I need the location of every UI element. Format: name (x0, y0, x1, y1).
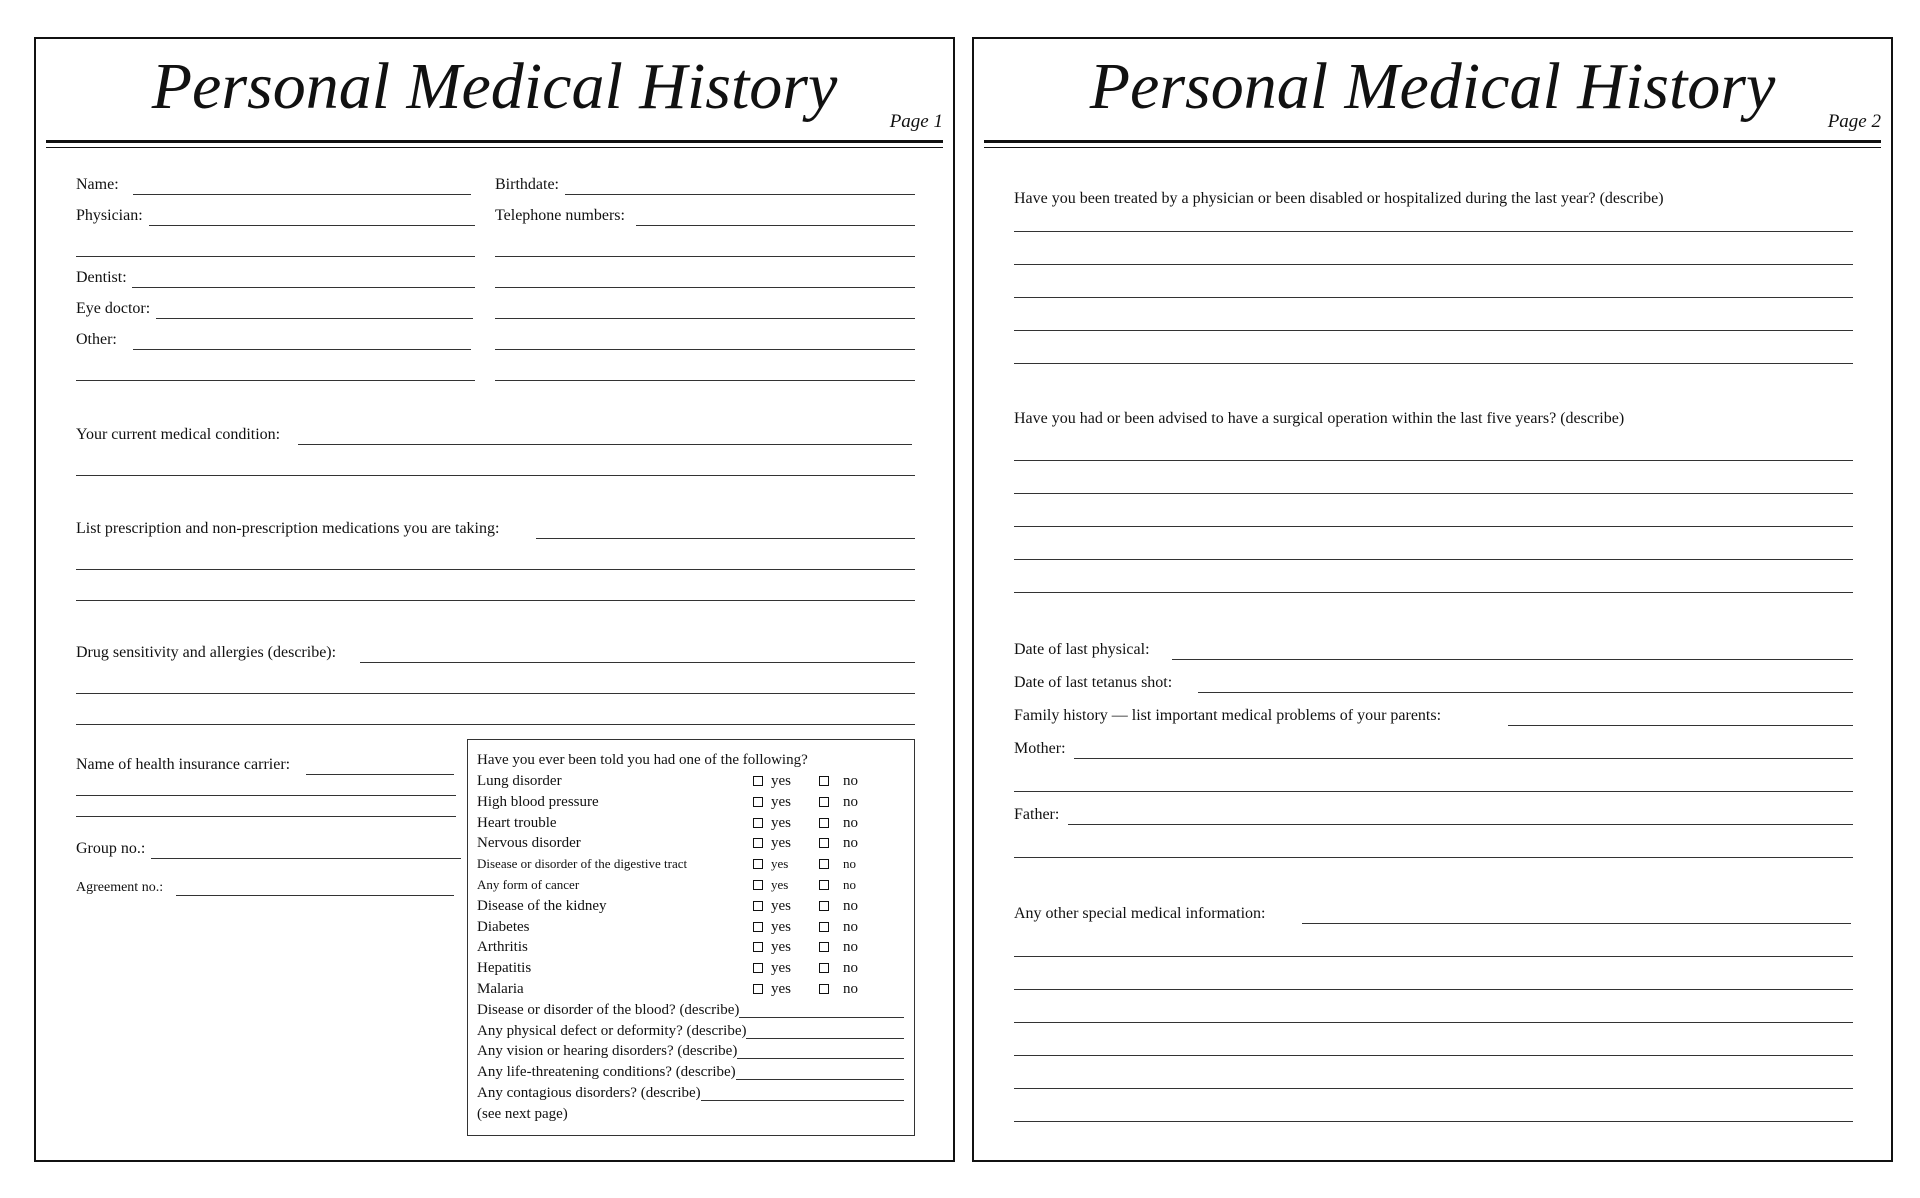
yes-checkbox[interactable] (753, 818, 763, 828)
page-title: Personal Medical History (151, 50, 838, 123)
describe-field[interactable] (737, 1058, 904, 1059)
physician-field-2[interactable] (76, 256, 475, 257)
no-label: no (843, 981, 858, 997)
agreement-no-label: Agreement no.: (76, 880, 164, 895)
telephone-field-2[interactable] (495, 256, 915, 257)
yes-checkbox[interactable] (753, 838, 763, 848)
form-page-1 (34, 37, 955, 1162)
describe-field[interactable] (736, 1079, 904, 1080)
agreement-no-field[interactable] (176, 895, 454, 896)
yes-checkbox[interactable] (753, 963, 763, 973)
no-checkbox[interactable] (819, 818, 829, 828)
condition-label: Any form of cancer (477, 877, 580, 892)
condition-label: Diabetes (477, 918, 530, 935)
birthdate-label: Birthdate: (495, 176, 559, 193)
other-info-line-6[interactable] (1014, 1088, 1853, 1089)
condition-label: High blood pressure (477, 793, 599, 810)
surgery-answer-line-4[interactable] (1014, 559, 1853, 560)
insurance-carrier-field-2[interactable] (76, 795, 456, 796)
last-physical-field[interactable] (1172, 659, 1853, 660)
no-checkbox[interactable] (819, 942, 829, 952)
no-label: no (843, 939, 858, 956)
last-physical-label: Date of last physical: (1014, 641, 1150, 658)
describe-label: Any contagious disorders? (describe) (477, 1085, 701, 1101)
telephone-label: Telephone numbers: (495, 207, 625, 224)
mother-label: Mother: (1014, 740, 1066, 757)
insurance-carrier-field-3[interactable] (76, 816, 456, 817)
treated-answer-line-5[interactable] (1014, 363, 1853, 364)
header-rule (46, 140, 943, 147)
name-label: Name: (76, 176, 119, 193)
other-info-line-7[interactable] (1014, 1121, 1853, 1122)
insurance-carrier-field[interactable] (306, 774, 454, 775)
yes-label: yes (771, 773, 791, 789)
telephone-field[interactable] (636, 225, 915, 226)
yes-label: yes (771, 877, 789, 892)
page-title: Personal Medical History (1089, 50, 1776, 123)
other-info-line-3[interactable] (1014, 989, 1853, 990)
condition-label: Heart trouble (477, 814, 557, 831)
treated-answer-line-3[interactable] (1014, 297, 1853, 298)
birthdate-field[interactable] (565, 194, 915, 195)
no-label: no (843, 918, 858, 935)
describe-field[interactable] (746, 1038, 904, 1039)
dentist-field[interactable] (132, 287, 475, 288)
page-number: Page 2 (1827, 111, 1881, 132)
surgery-answer-line-2[interactable] (1014, 493, 1853, 494)
name-field[interactable] (133, 194, 471, 195)
condition-label: Disease of the kidney (477, 897, 607, 914)
medications-field-2[interactable] (76, 569, 915, 570)
treated-question: Have you been treated by a physician or been disabled or hospitalized during the last year? (describe) (1014, 190, 1664, 207)
other-info-label: Any other special medical information: (1014, 905, 1266, 922)
conditions-checklist (467, 739, 915, 1136)
medications-field[interactable] (536, 538, 915, 539)
other-field-2[interactable] (76, 380, 475, 381)
no-checkbox[interactable] (819, 797, 829, 807)
allergies-field-2[interactable] (76, 693, 915, 694)
eye-doctor-field[interactable] (156, 318, 473, 319)
father-label: Father: (1014, 806, 1060, 823)
condition-label: Arthritis (477, 939, 528, 956)
treated-answer-line-2[interactable] (1014, 264, 1853, 265)
no-label: no (843, 960, 858, 977)
no-label: no (843, 897, 858, 914)
yes-label: yes (771, 814, 791, 831)
yes-checkbox[interactable] (753, 776, 763, 786)
mother-field-2[interactable] (1014, 791, 1853, 792)
medications-label: List prescription and non-prescription medications you are taking: (76, 520, 500, 537)
last-tetanus-field[interactable] (1198, 692, 1853, 693)
physician-field[interactable] (149, 225, 475, 226)
family-history-field[interactable] (1508, 725, 1853, 726)
yes-label: yes (771, 856, 789, 872)
yes-checkbox[interactable] (753, 901, 763, 911)
physician-label: Physician: (76, 207, 143, 224)
no-checkbox[interactable] (819, 838, 829, 848)
yes-label: yes (771, 939, 791, 956)
describe-label: Disease or disorder of the blood? (describe) (477, 1001, 740, 1018)
no-label: no (843, 814, 858, 831)
no-checkbox[interactable] (819, 901, 829, 911)
other-info-line-5[interactable] (1014, 1055, 1853, 1056)
no-checkbox[interactable] (819, 963, 829, 973)
checklist-heading: Have you ever been told you had one of the following? (477, 752, 808, 768)
father-field[interactable] (1068, 824, 1853, 825)
dentist-phone-field[interactable] (495, 287, 915, 288)
checklist-footer: (see next page) (477, 1105, 568, 1122)
eye-doctor-phone-field[interactable] (495, 318, 915, 319)
condition-label: Disease or disorder of the digestive tract (477, 856, 688, 872)
yes-label: yes (771, 981, 791, 997)
no-checkbox[interactable] (819, 859, 829, 869)
no-label: no (843, 877, 856, 892)
treated-answer-line-4[interactable] (1014, 330, 1853, 331)
describe-field[interactable] (739, 1017, 904, 1018)
describe-label: Any vision or hearing disorders? (describe) (477, 1043, 738, 1060)
allergies-label: Drug sensitivity and allergies (describe): (76, 644, 337, 661)
other-label: Other: (76, 331, 117, 348)
allergies-field-3[interactable] (76, 724, 915, 725)
yes-checkbox[interactable] (753, 984, 763, 994)
yes-label: yes (771, 897, 791, 914)
group-no-label: Group no.: (76, 840, 146, 857)
other-info-line-2[interactable] (1014, 956, 1853, 957)
current-condition-label: Your current medical condition: (76, 426, 281, 443)
no-label: no (843, 856, 856, 872)
current-condition-field-2[interactable] (76, 475, 915, 476)
no-checkbox[interactable] (819, 776, 829, 786)
condition-label: Malaria (477, 981, 524, 997)
surgery-answer-line-3[interactable] (1014, 526, 1853, 527)
family-history-label: Family history — list important medical problems of your parents: (1014, 707, 1442, 724)
surgery-answer-line-1[interactable] (1014, 460, 1853, 461)
group-no-field[interactable] (151, 858, 461, 859)
yes-checkbox[interactable] (753, 797, 763, 807)
header-rule (984, 140, 1881, 147)
no-label: no (843, 793, 858, 810)
yes-label: yes (771, 960, 791, 977)
form-page-2 (972, 37, 1893, 1162)
describe-label: Any life-threatening conditions? (describe) (477, 1064, 736, 1081)
describe-field[interactable] (701, 1100, 904, 1101)
other-phone-field[interactable] (495, 349, 915, 350)
yes-label: yes (771, 835, 791, 852)
surgery-answer-line-5[interactable] (1014, 592, 1853, 593)
insurance-carrier-label: Name of health insurance carrier: (76, 756, 291, 773)
condition-label: Hepatitis (477, 960, 532, 977)
father-field-2[interactable] (1014, 857, 1853, 858)
allergies-field[interactable] (360, 662, 915, 663)
yes-checkbox[interactable] (753, 859, 763, 869)
last-tetanus-label: Date of last tetanus shot: (1014, 674, 1173, 691)
describe-label: Any physical defect or deformity? (describe) (477, 1022, 747, 1039)
condition-label: Lung disorder (477, 773, 562, 789)
yes-checkbox[interactable] (753, 942, 763, 952)
dentist-label: Dentist: (76, 269, 127, 286)
yes-label: yes (771, 918, 791, 935)
surgery-question: Have you had or been advised to have a surgical operation within the last five years? (describe) (1014, 410, 1625, 427)
yes-checkbox[interactable] (753, 922, 763, 932)
medications-field-3[interactable] (76, 600, 915, 601)
no-label: no (843, 773, 858, 789)
page-number: Page 1 (889, 111, 943, 132)
no-checkbox[interactable] (819, 922, 829, 932)
no-checkbox[interactable] (819, 880, 829, 890)
eye-doctor-label: Eye doctor: (76, 300, 151, 317)
yes-checkbox[interactable] (753, 880, 763, 890)
yes-label: yes (771, 793, 791, 810)
current-condition-field[interactable] (298, 444, 912, 445)
mother-field[interactable] (1074, 758, 1853, 759)
other-field[interactable] (133, 349, 471, 350)
condition-label: Nervous disorder (477, 835, 581, 852)
other-phone-field-2[interactable] (495, 380, 915, 381)
other-info-line-4[interactable] (1014, 1022, 1853, 1023)
other-info-field[interactable] (1302, 923, 1851, 924)
no-checkbox[interactable] (819, 984, 829, 994)
no-label: no (843, 835, 858, 852)
treated-answer-line-1[interactable] (1014, 231, 1853, 232)
